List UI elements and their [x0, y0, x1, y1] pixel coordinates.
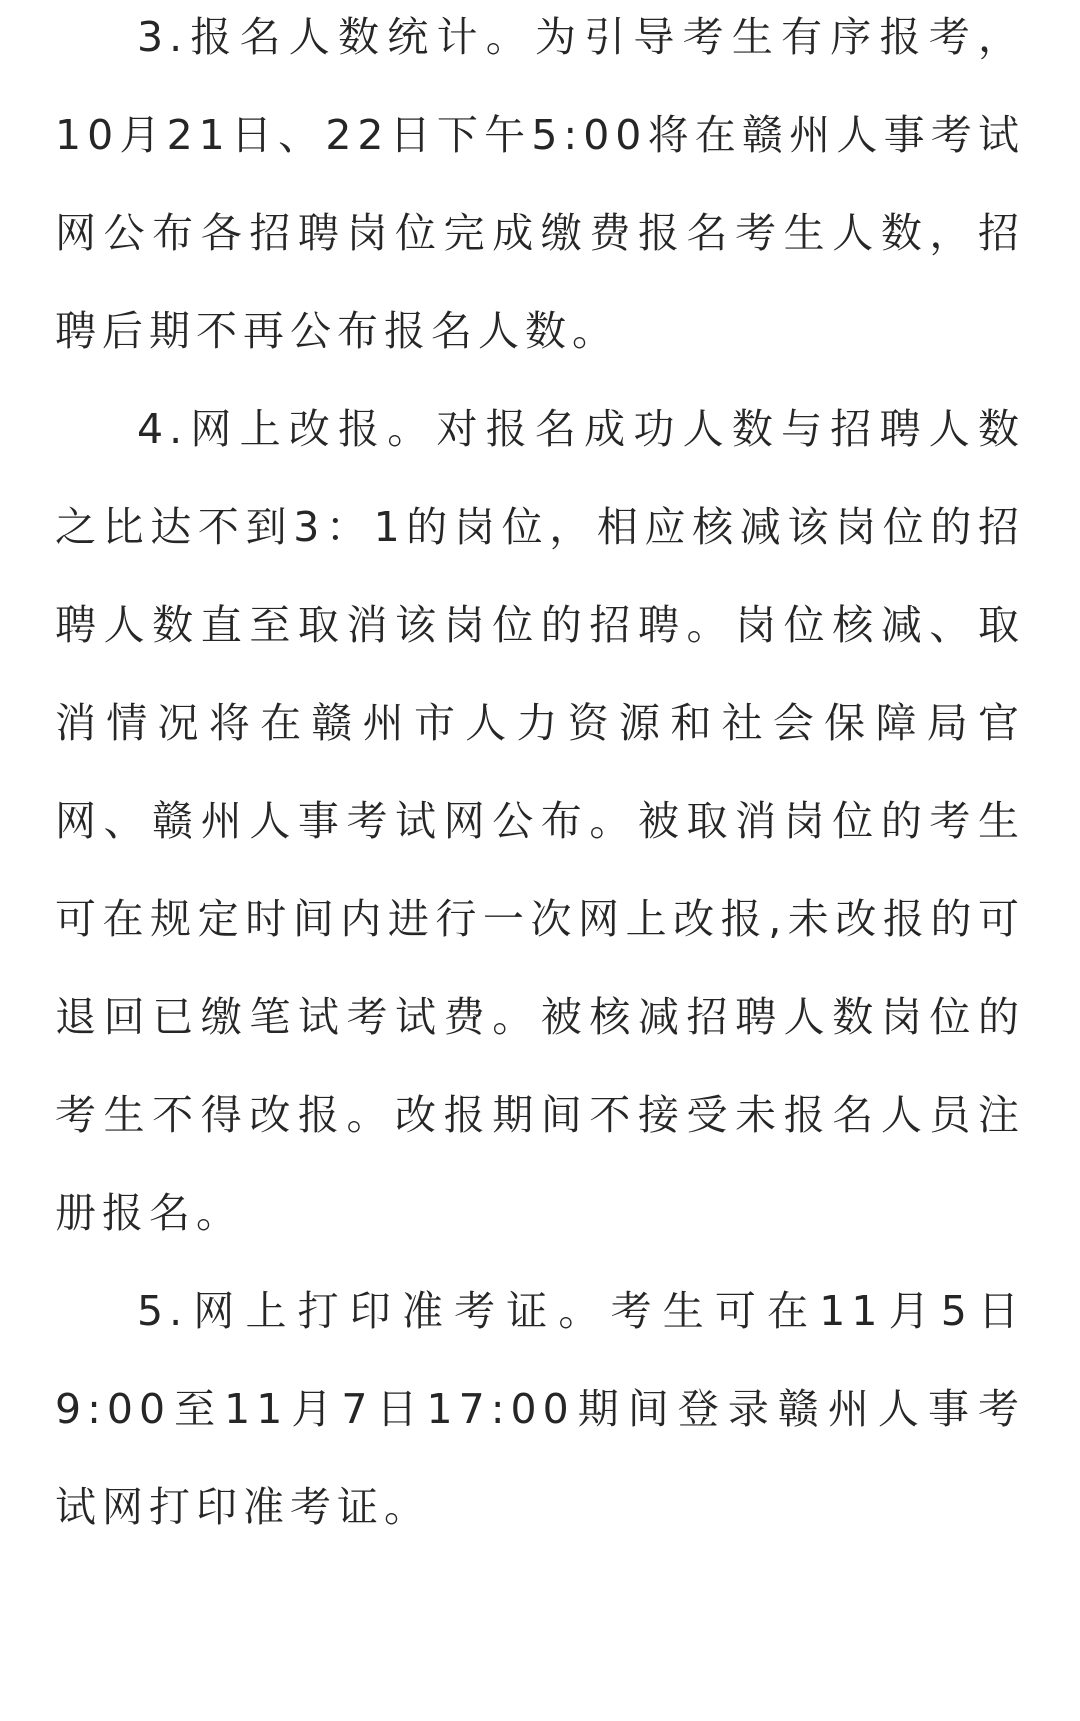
paragraph-online-change: 4.网上改报。对报名成功人数与招聘人数之比达不到3：1的岗位，相应核减该岗位的招聘人数直至取消该岗位的招聘。岗位核减、取消情况将在赣州市人力资源和社会保障局官网、赣州人事考试网公布。被取消岗位的考生可在规定时间内进行一次网上改报,未改报的可退回已缴笔试考试费。被核减招聘人数岗位的考生不得改报。改报期间不接受未报名人员注册报名。 [55, 405, 1025, 1237]
article-body [55, 0, 1025, 1556]
paragraph-print-admission-ticket: 5.网上打印准考证。考生可在11月5日9:00至11月7日17:00期间登录赣州人事考试网打印准考证。 [55, 1287, 1025, 1531]
paragraph-registration-count: 3.报名人数统计。为引导考生有序报考，10月21日、22日下午5:00将在赣州人事考试网公布各招聘岗位完成缴费报名考生人数，招聘后期不再公布报名人数。 [55, 13, 1025, 355]
